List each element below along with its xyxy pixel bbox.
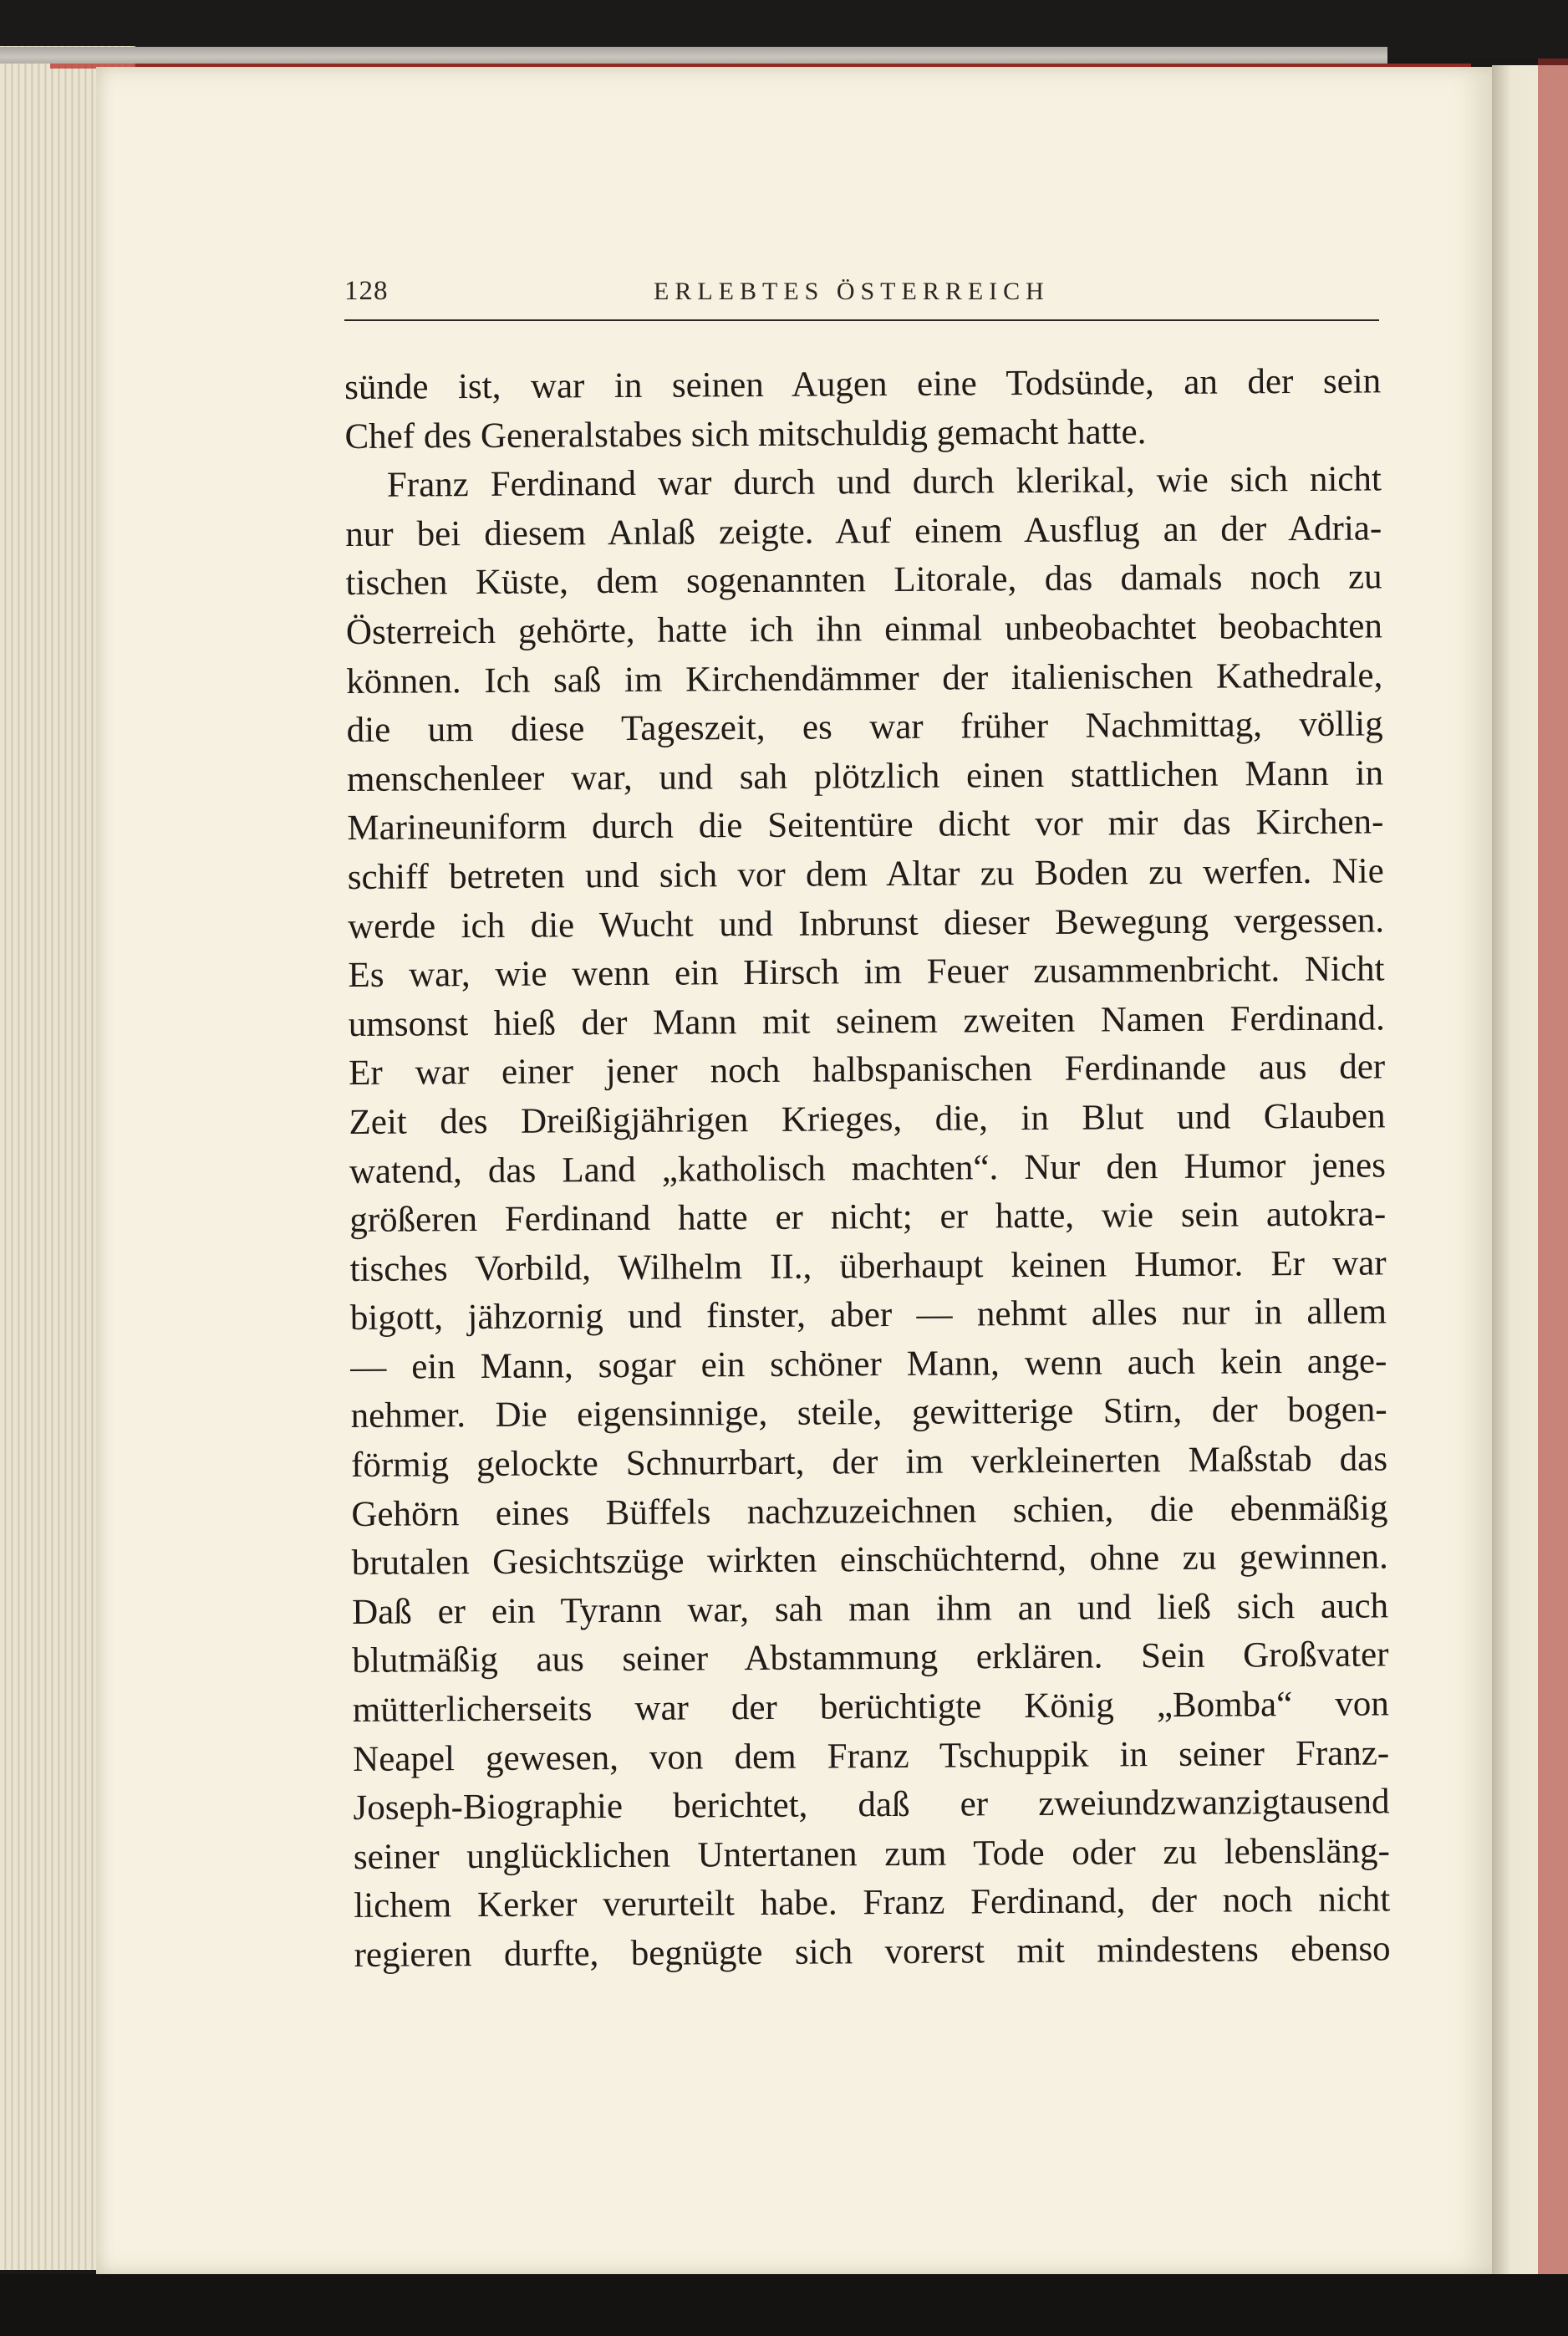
text-line: Österreich gehörte, hatte ich ihn einmal unbeobachtet beobachten: [345, 606, 1383, 652]
text-line: nehmer. Die eigensinnige, steile, gewitterige Stirn, der bogen-: [350, 1390, 1387, 1436]
text-line: können. Ich saß im Kirchendämmer der italienischen Kathedrale,: [346, 655, 1383, 701]
text-line: tisches Vorbild, Wilhelm II., überhaupt keinen Humor. Er war: [349, 1243, 1387, 1289]
text-line: Marineuniform durch die Seitentüre dicht vor mir das Kirchen-: [347, 802, 1384, 849]
text-line: brutalen Gesichtszüge wirkten einschüchternd, ohne zu gewinnen.: [351, 1537, 1388, 1584]
running-head: [344, 269, 1379, 321]
text-line: sünde ist, war in seinen Augen eine Todsünde, an der sein: [344, 361, 1382, 407]
text-line: tischen Küste, dem sogenannten Litorale, das damals noch zu: [345, 557, 1382, 604]
text-line: lichem Kerker verurteilt habe. Franz Ferdinand, der noch nicht: [354, 1880, 1391, 1926]
text-line: Gehörn eines Büffels nachzuzeichnen schien, die ebenmäßig: [351, 1488, 1388, 1534]
body-text: [344, 357, 1391, 1980]
scan-background-bottom: [0, 2274, 1568, 2336]
text-line: größeren Ferdinand hatte er nicht; er hatte, wie sein autokra-: [349, 1194, 1387, 1241]
text-line: Joseph-Biographie berichtet, daß er zweiundzwanzigtausend: [353, 1782, 1390, 1829]
book-cover-edge: [1538, 59, 1568, 2308]
text-line: die um diese Tageszeit, es war früher Nachmittag, völlig: [346, 704, 1383, 751]
text-line: Er war einer jener noch halbspanischen Ferdinande aus der: [349, 1047, 1386, 1094]
text-line: menschenleer war, und sah plötzlich einen stattlichen Mann in: [346, 753, 1384, 799]
text-line: seiner unglücklichen Untertanen zum Tode oder zu lebensläng-: [353, 1831, 1391, 1877]
text-line: schiff betreten und sich vor dem Altar zu Boden zu werfen. Nie: [347, 851, 1384, 897]
text-line: Neapel gewesen, von dem Franz Tschuppik in seiner Franz-: [353, 1733, 1390, 1779]
text-line: Es war, wie wenn ein Hirsch im Feuer zusammenbricht. Nicht: [348, 949, 1385, 996]
text-line: mütterlicherseits war der berüchtigte König „Bomba“ von: [352, 1684, 1389, 1731]
text-line: förmig gelockte Schnurrbart, der im verkleinerten Maßstab das: [350, 1439, 1388, 1486]
text-line: blutmäßig aus seiner Abstammung erklären. Sein Großvater: [352, 1635, 1389, 1681]
text-line: werde ich die Wucht und Inbrunst dieser Bewegung vergessen.: [347, 900, 1385, 946]
header-title: ERLEBTES ÖSTERREICH: [654, 278, 1050, 305]
text-line: Franz Ferdinand war durch und durch klerikal, wie sich nicht: [386, 459, 1382, 505]
text-line: Zeit des Dreißigjährigen Krieges, die, in Blut und Glauben: [349, 1096, 1386, 1142]
text-line: umsonst hieß der Mann mit seinem zweiten Namen Ferdinand.: [348, 998, 1385, 1044]
text-line: bigott, jähzornig und finster, aber — nehmt alles nur in allem: [349, 1292, 1387, 1339]
book-top-edge: [0, 47, 1387, 64]
text-line: Chef des Generalstabes sich mitschuldig gemacht hatte.: [344, 411, 1147, 456]
text-line: regieren durfte, begnügte sich vorerst mit mindestens ebenso: [354, 1929, 1391, 1975]
text-line: Daß er ein Tyrann war, sah man ihm an und ließ sich auch: [351, 1586, 1389, 1632]
text-line: nur bei diesem Anlaß zeigte. Auf einem Ausflug an der Adria-: [345, 508, 1382, 554]
text-line: watend, das Land „katholisch machten“. Nur den Humor jenes: [349, 1145, 1387, 1191]
text-line: — ein Mann, sogar ein schöner Mann, wenn auch kein ange-: [350, 1341, 1387, 1387]
page-number: 128: [344, 276, 389, 306]
